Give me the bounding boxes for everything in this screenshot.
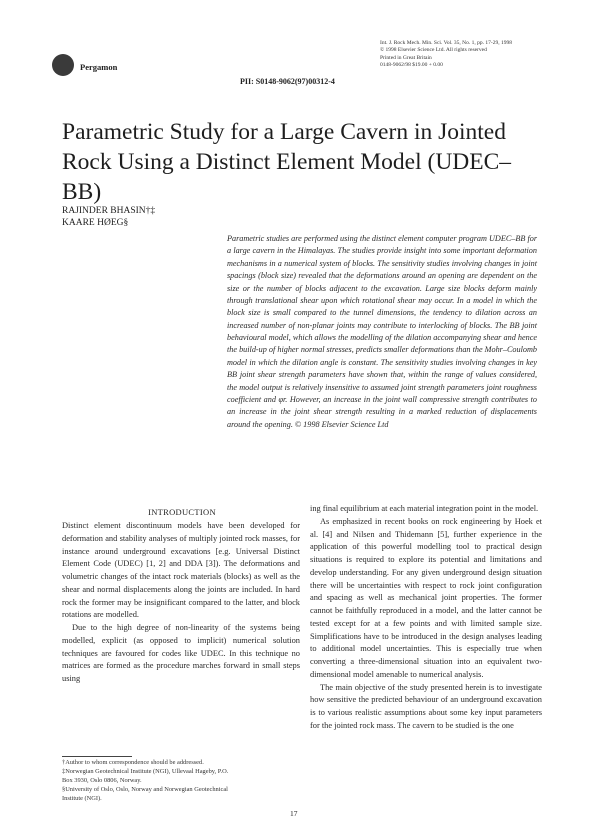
author-name: RAJINDER BHASIN†‡	[62, 206, 156, 216]
body-paragraph: Distinct element discontinuum models have been developed for deformation and stability analyses of multiply jointed rock masses, for instance around underground excavations [e.g. Universal Distinct Element Code (UDEC) [1, 2] and DDA [3]). The deformations and volumetric changes of the intact rock materials (blocks) as well as the shear and normal displacements along the joints are included. In hard rock the former may be insignificant compared to the latter, and block rotations are modelled.	[62, 521, 300, 620]
body-paragraph: ing final equilibrium at each material integration point in the model.	[310, 504, 539, 513]
journal-line: 0148-9062/98 $19.00 + 0.00	[380, 62, 443, 69]
footnote-divider	[62, 756, 132, 757]
footnotes	[62, 759, 300, 804]
section-heading: INTRODUCTION	[148, 507, 216, 517]
footnote: ‡Norwegian Geotechnical Institute (NGI), Ullevaal Hageby, P.O.	[62, 767, 229, 775]
article-title: Parametric Study for a Large Cavern in Jointed Rock Using a Distinct Element Model (UDEC–BB)	[62, 119, 512, 205]
body-paragraph: The main objective of the study presented herein is to investigate how sensitive the predicted behaviour of an underground excavation is to various realistic assumptions about some key input parameters for the jointed rock mass. The cavern to be studied is the one	[310, 682, 542, 731]
journal-info	[380, 40, 540, 70]
footnote: Box 3930, Oslo 0806, Norway.	[62, 776, 142, 784]
journal-line: © 1998 Elsevier Science Ltd. All rights reserved	[380, 47, 487, 54]
footnote: Institute (NGI).	[62, 794, 102, 802]
page-number: 17	[290, 809, 298, 818]
author-name: KAARE HØEG§	[62, 217, 129, 228]
abstract: Parametric studies are performed using the distinct element computer program UDEC–BB for a large cavern in the Himalayas. The studies provide insight into some important deformation mechanisms in a numerical system of blocks. The sensitivity studies involving changes in joint spacings (block size) revealed that the deformations around an opening are dependent on the size or the number of blocks adjacent to the excavation. Large size blocks deform mainly through translational shear upon which rotational shear may occur. In a model in which the block size is small compared to the tunnel dimensions, the tendency to dilation across an increased number of non-planar joints may contribute to interlocking of blocks. The BB joint behavioural model, which allows the modelling of the dilation accompanying shear and hence the build-up of higher normal stresses, predicts smaller deformations than the Mohr–Coulomb model in which the dilation angle is constant. The sensitivity studies involving changes in key BB joint shear strength parameters have shown that, within the range of values considered, the model output is relatively insensitive to assumed joint strength parameters joint roughness coefficient and φr. However, an increase in the joint wall compressive strength contributes to an increase in the joint shear strength resulting in a marked reduction of displacements around the opening. © 1998 Elsevier Science Ltd	[227, 234, 537, 429]
footnote: §University of Oslo, Oslo, Norway and Norwegian Geotechnical	[62, 785, 228, 793]
body-paragraph: As emphasized in recent books on rock engineering by Hoek et al. [4] and Nilsen and Thidemann [5], further experience in the application of this powerful modelling tool to practical design situations is required to explore its potential and limitations and develop understanding. For any given underground design situation there will be uncertainties with respect to rock joint configuration and spacing as well as mechanical joint properties. The former cannot be faithfully reproduced in a model, and the latter cannot be tested except for at a few points and with limited sample size. Simplifications have to be introduced in the design analyses leading to additional model uncertainties. This is especially true when converting a three-dimensional situation into an equivalent two-dimensional model amenable to numerical analysis.	[310, 516, 542, 679]
journal-line: Int. J. Rock Mech. Min. Sci. Vol. 35, No. 1, pp. 17-29, 1998	[380, 40, 512, 46]
journal-line: Printed in Great Britain	[380, 54, 432, 61]
right-column	[310, 503, 542, 733]
publisher-name: Pergamon	[80, 62, 118, 72]
publisher-logo	[52, 54, 74, 76]
footnote: †Author to whom correspondence should be addressed.	[62, 759, 204, 766]
left-column	[62, 520, 300, 686]
author-list	[62, 206, 155, 230]
body-paragraph: Due to the high degree of non-linearity of the systems being modelled, explicit (as opposed to implicit) numerical solution techniques are favoured for codes like UDEC. In this technique no matrices are formed as the procedure marches forward in small steps using	[62, 623, 300, 684]
pii-code: PII: S0148-9062(97)00312-4	[240, 77, 335, 86]
